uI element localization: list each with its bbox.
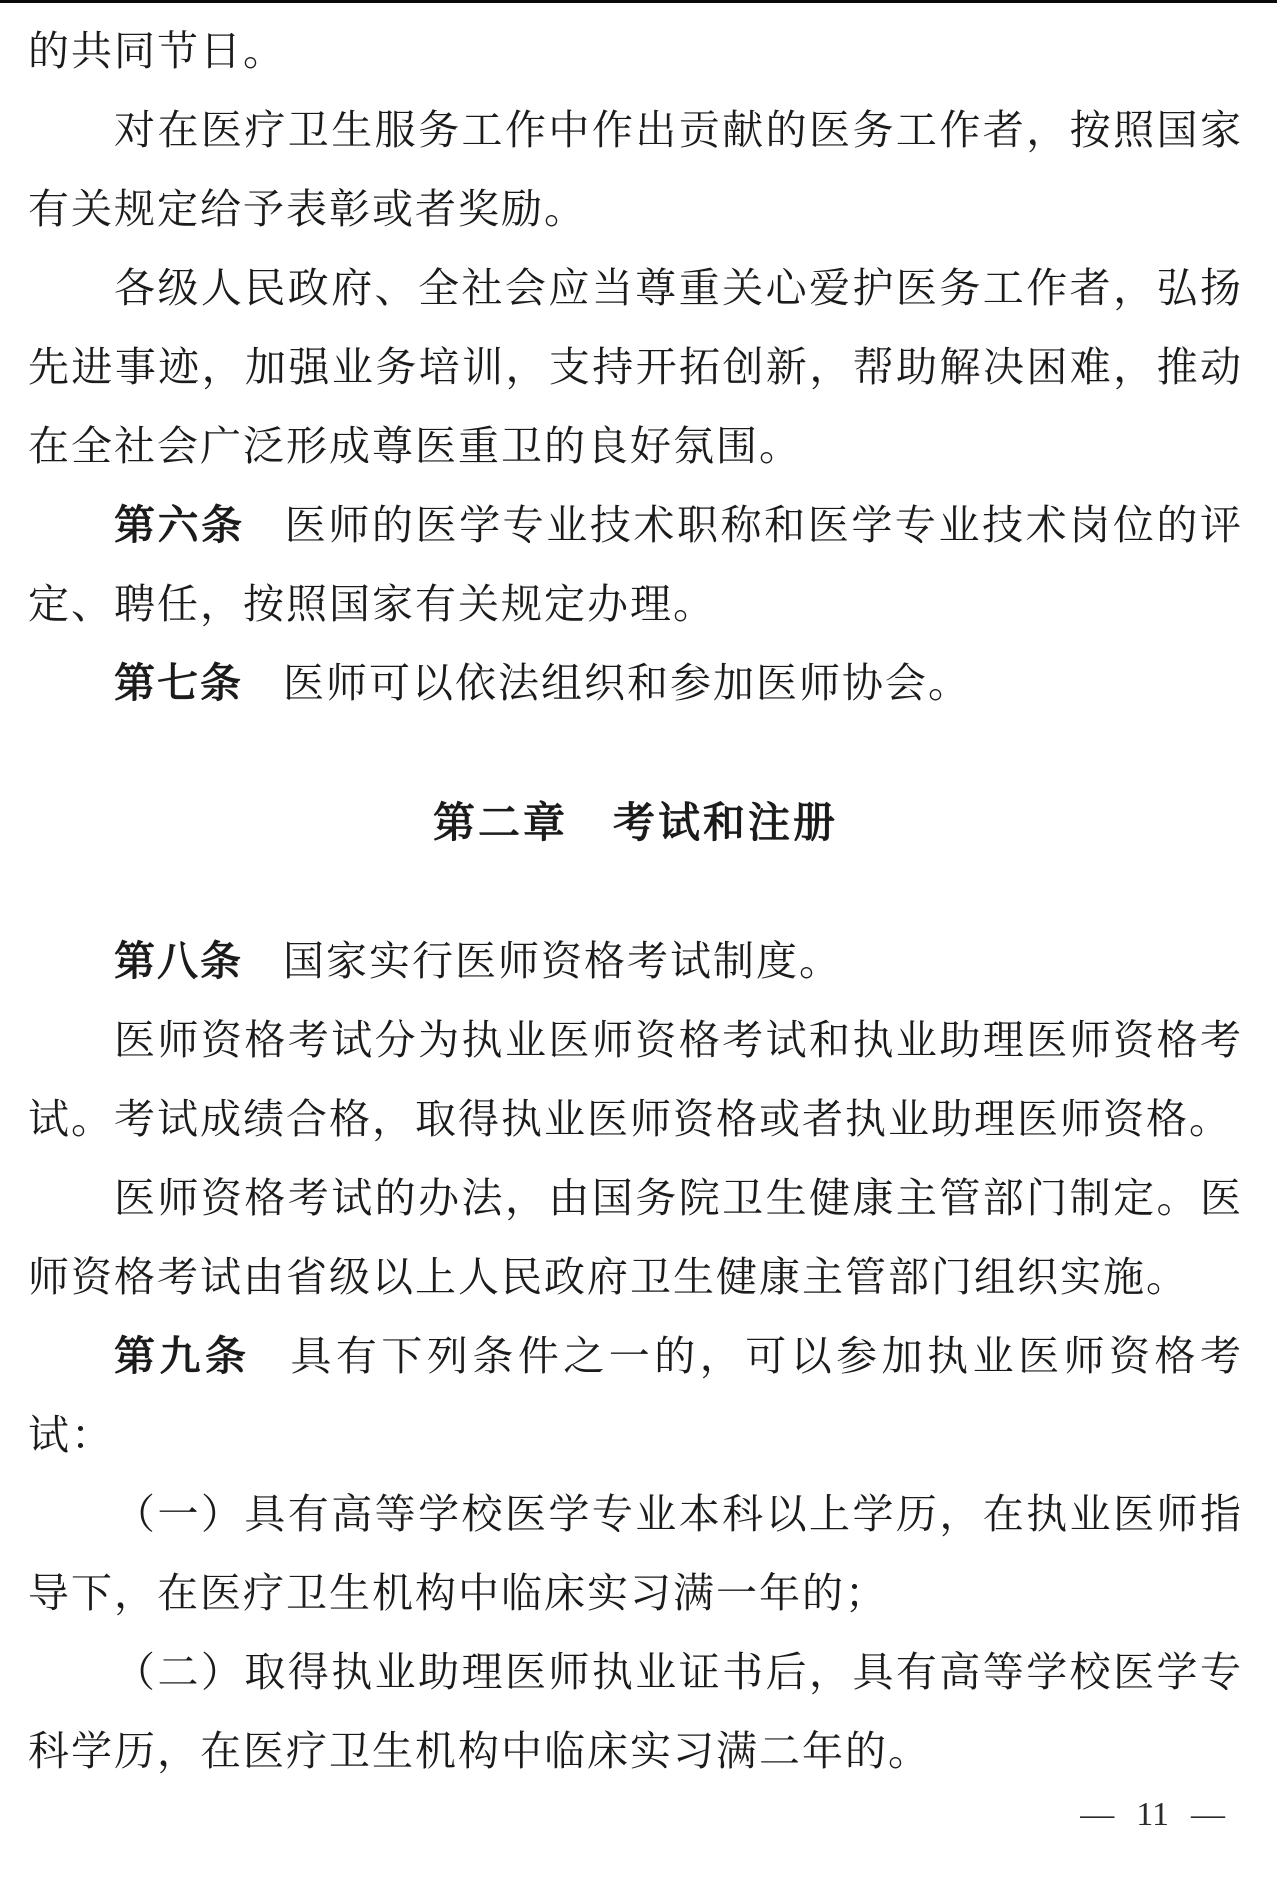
text-line <box>28 1712 1243 1791</box>
line-text: 试： <box>28 1412 114 1458</box>
line-text: 医师资格考试的办法，由国务院卫生健康主管部门制定。医 <box>114 1175 1243 1221</box>
text-line <box>28 565 1243 644</box>
text-line <box>28 1633 1243 1712</box>
text-line <box>28 12 1243 91</box>
line-text: 医师资格考试分为执业医师资格考试和执业助理医师资格考 <box>114 1017 1243 1063</box>
text-line <box>28 170 1243 249</box>
text-line <box>28 1238 1243 1317</box>
text-line <box>28 249 1243 328</box>
line-text: 对在医疗卫生服务工作中作出贡献的医务工作者，按照国家 <box>114 107 1243 153</box>
paragraph <box>28 1159 1243 1317</box>
paragraph <box>28 1317 1243 1475</box>
article-number-label: 第八条 <box>114 938 243 984</box>
page-footer <box>1080 1795 1225 1835</box>
paragraph <box>28 1633 1243 1791</box>
line-text: 先进事迹，加强业务培训，支持开拓创新，帮助解决困难，推动 <box>28 344 1243 390</box>
text-line <box>28 922 1243 1001</box>
paragraph <box>28 249 1243 486</box>
line-text: 试。考试成绩合格，取得执业医师资格或者执业助理医师资格。 <box>28 1096 1232 1142</box>
text-line <box>28 1475 1243 1554</box>
text-line <box>28 783 1243 862</box>
article-number-label: 第六条 <box>114 502 245 548</box>
document-content <box>28 12 1243 1791</box>
scan-edge-artifact <box>0 0 1277 3</box>
text-line <box>28 328 1243 407</box>
paragraph <box>28 12 1243 91</box>
paragraph <box>28 1001 1243 1159</box>
text-line <box>28 1159 1243 1238</box>
article-number-label: 第七条 <box>114 660 243 706</box>
text-line <box>28 1554 1243 1633</box>
footer-dash-right: — <box>1191 1796 1225 1833</box>
chapter-heading <box>28 783 1243 862</box>
line-text: 在全社会广泛形成尊医重卫的良好氛围。 <box>28 423 802 469</box>
text-line <box>28 644 1243 723</box>
line-text: 导下，在医疗卫生机构中临床实习满一年的； <box>28 1570 888 1616</box>
text-line <box>28 1317 1243 1396</box>
text-line <box>28 1396 1243 1475</box>
line-text: 第二章 考试和注册 <box>432 799 838 846</box>
line-text: （二）取得执业助理医师执业证书后，具有高等学校医学专 <box>114 1649 1243 1695</box>
text-line <box>28 407 1243 486</box>
text-line <box>28 1080 1243 1159</box>
line-text: 定、聘任，按照国家有关规定办理。 <box>28 581 716 627</box>
line-text: 具有下列条件之一的，可以参加执业医师资格考 <box>290 1333 1244 1379</box>
line-text: （一）具有高等学校医学专业本科以上学历，在执业医师指 <box>114 1491 1243 1537</box>
line-text: 医师可以依法组织和参加医师协会。 <box>283 660 971 706</box>
line-text: 科学历，在医疗卫生机构中临床实习满二年的。 <box>28 1728 931 1774</box>
line-text: 各级人民政府、全社会应当尊重关心爱护医务工作者，弘扬 <box>114 265 1243 311</box>
text-line <box>28 486 1243 565</box>
paragraph <box>28 922 1243 1001</box>
footer-dash-left: — <box>1080 1796 1115 1833</box>
line-text: 医师的医学专业技术职称和医学专业技术岗位的评 <box>284 502 1243 548</box>
paragraph <box>28 91 1243 249</box>
line-text: 有关规定给予表彰或者奖励。 <box>28 186 587 232</box>
paragraph <box>28 486 1243 644</box>
line-text: 师资格考试由省级以上人民政府卫生健康主管部门组织实施。 <box>28 1254 1189 1300</box>
article-number-label: 第九条 <box>114 1333 251 1379</box>
line-text: 的共同节日。 <box>28 28 286 74</box>
line-text: 国家实行医师资格考试制度。 <box>283 938 842 984</box>
paragraph <box>28 1475 1243 1633</box>
text-line <box>28 91 1243 170</box>
paragraph <box>28 644 1243 723</box>
page-number: 11 <box>1136 1796 1169 1833</box>
text-line <box>28 1001 1243 1080</box>
